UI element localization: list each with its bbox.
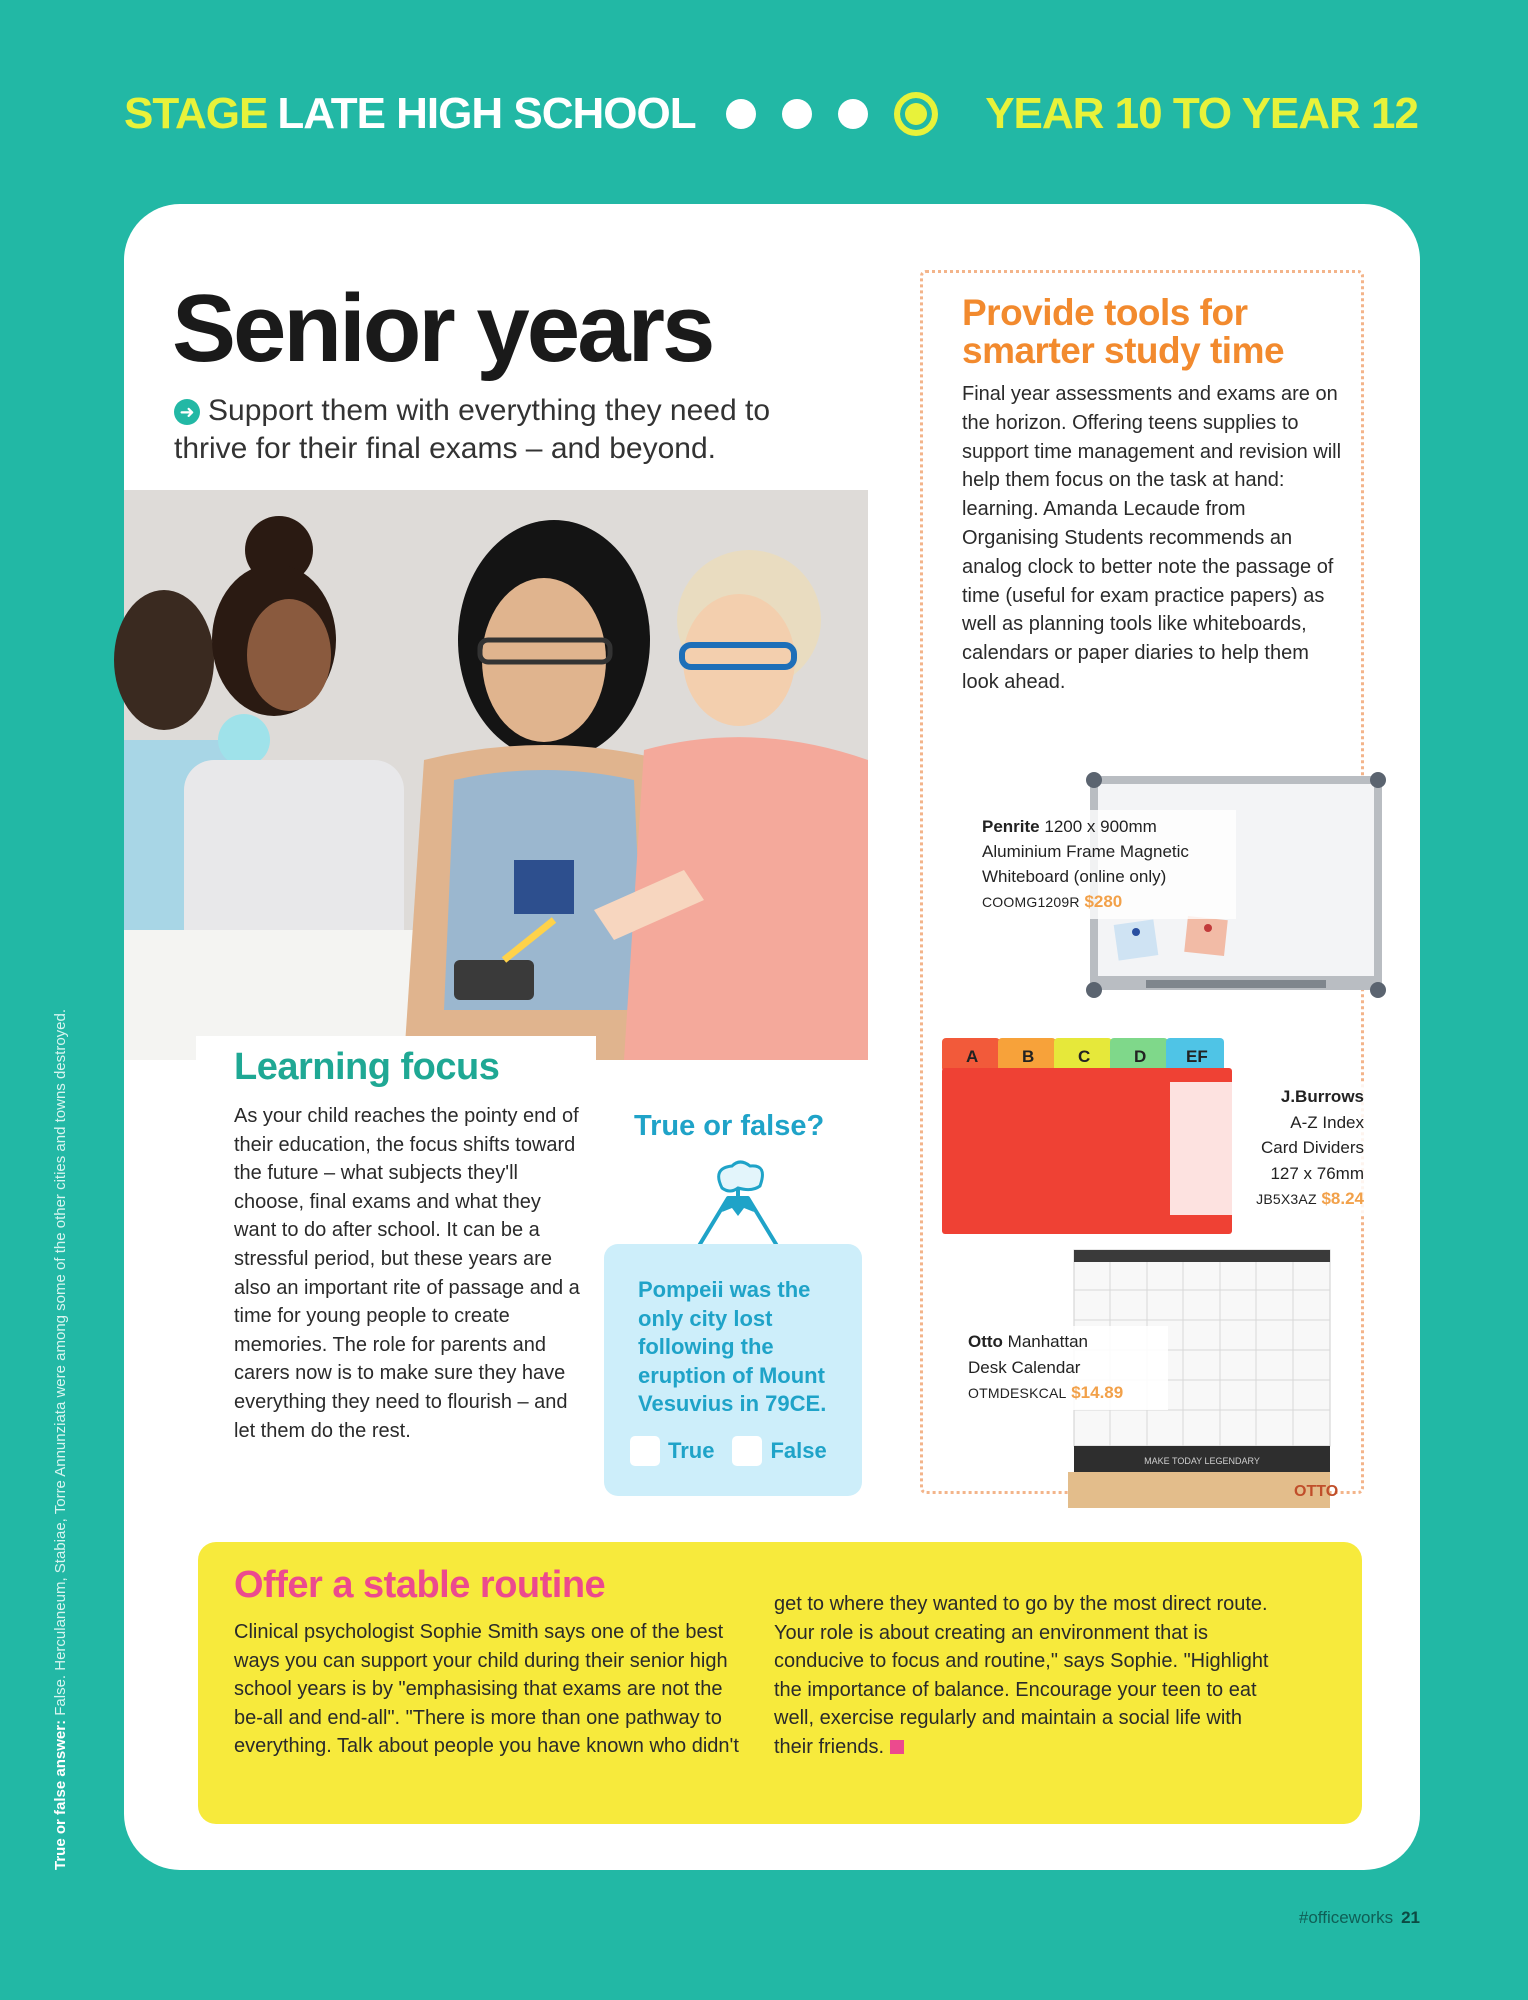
option-true[interactable] [630, 1436, 714, 1466]
page-title: Senior years [172, 275, 713, 382]
whiteboard-code: COOMG1209R [982, 894, 1080, 910]
dividers-brand: J.Burrows [1280, 1087, 1364, 1106]
dividers-desc-3: 127 x 76mm [1270, 1163, 1364, 1183]
progress-dot-1 [726, 99, 756, 129]
option-true-label: True [668, 1438, 715, 1463]
calendar-brand-text: OTTO [1294, 1483, 1339, 1500]
content-card [124, 204, 1420, 1870]
divider-tab-d: D [1134, 1047, 1147, 1066]
dividers-desc-1: A-Z Index [1290, 1112, 1364, 1132]
calendar-desc-2: Desk Calendar [968, 1357, 1081, 1377]
whiteboard-brand: Penrite [982, 817, 1040, 836]
stage-level: LATE HIGH SCHOOL [277, 89, 696, 138]
routine-column-2-text: get to where they wanted to go by the most direct route. Your role is about creating an environment that is conducive to focus and routine," says Sophie. "Highlight the importance of balance. Encourage your teen to eat well, exercise regularly and maintain a social life with their friends. [774, 1593, 1269, 1758]
whiteboard-line-1 [982, 814, 1230, 839]
page-number: 21 [1401, 1908, 1420, 1927]
whiteboard-price: $280 [1084, 892, 1123, 911]
option-false-label: False [770, 1438, 827, 1463]
progress-dot-3 [838, 99, 868, 129]
progress-dot-2 [782, 99, 812, 129]
answer-label: True or false answer: [52, 1719, 69, 1870]
whiteboard-desc-3: Whiteboard (online only) [982, 867, 1167, 886]
stage-progress-dots [726, 92, 938, 136]
calendar-brand: Otto [968, 1332, 1003, 1351]
calendar-code: OTMDESKCAL [968, 1385, 1067, 1401]
routine-column-2 [774, 1590, 1284, 1762]
index-dividers-product-label [1170, 1082, 1370, 1215]
answer-text: False. Herculaneum, Stabiae, Torre Annunziata were among some of the other cities and towns destroyed. [52, 1008, 69, 1720]
whiteboard-desc-1: 1200 x 900mm [1039, 817, 1157, 836]
page-footer [1299, 1908, 1420, 1928]
false-checkbox[interactable] [732, 1436, 762, 1466]
tools-title: Provide tools for smarter study time [962, 292, 1285, 371]
arrow-circle-icon: ➜ [174, 399, 200, 425]
whiteboard-product-label [976, 810, 1236, 919]
students-photo [124, 490, 868, 1060]
calendar-line-3 [968, 1380, 1162, 1407]
progress-dot-current [894, 92, 938, 136]
volcano-icon [682, 1158, 794, 1258]
routine-column-1: Clinical psychologist Sophie Smith says one of the best ways you can support your child during their senior high school years is by "emphasising that exams are not the be-all and end-all". "There is more than one pathway to everything. Talk about people you have known who didn't [234, 1621, 739, 1758]
dividers-line-1 [1176, 1084, 1364, 1110]
calendar-strip-text: MAKE TODAY LEGENDARY [1144, 1456, 1260, 1466]
learning-focus-title: Learning focus [234, 1046, 500, 1088]
true-false-title: True or false? [634, 1110, 825, 1142]
header-left-group [124, 89, 938, 139]
students-photo-illustration [124, 490, 868, 1060]
divider-tab-a: A [966, 1047, 979, 1066]
divider-tab-b: B [1022, 1047, 1035, 1066]
true-false-options [630, 1436, 827, 1466]
dividers-price: $8.24 [1321, 1189, 1364, 1208]
dividers-code: JB5X3AZ [1256, 1191, 1317, 1207]
divider-tab-c: C [1078, 1047, 1091, 1066]
true-checkbox[interactable] [630, 1436, 660, 1466]
footer-hashtag: #officeworks [1298, 1908, 1394, 1927]
routine-title: Offer a stable routine [234, 1564, 606, 1606]
whiteboard-desc-2: Aluminium Frame Magnetic [982, 842, 1189, 861]
dividers-line-5 [1176, 1186, 1364, 1213]
intro-copy: Support them with everything they need to thrive for their final exams – and beyond. [174, 394, 771, 465]
intro-text [174, 392, 834, 468]
true-false-answer-note [52, 1009, 69, 1870]
calendar-price: $14.89 [1071, 1383, 1124, 1402]
desk-calendar-product-label [962, 1326, 1168, 1410]
whiteboard-line-4 [982, 889, 1230, 915]
divider-tab-ef: EF [1186, 1047, 1208, 1066]
option-false[interactable] [732, 1436, 826, 1466]
true-false-question: Pompeii was the only city lost following the eruption of Mount Vesuvius in 79CE. [638, 1277, 827, 1416]
stage-label [124, 89, 696, 139]
year-range: YEAR 10 TO YEAR 12 [985, 89, 1418, 138]
page-header [124, 88, 1418, 140]
end-square-icon [890, 1740, 904, 1754]
tools-body: Final year assessments and exams are on the horizon. Offering teens supplies to support time management and revision will help them focus on the task at hand: learning. Amanda Lecaude from Organising Students recommends an analog clock to better note the passage of time (useful for exam practice papers) as well as planning tools like whiteboards, calendars or paper diaries to help them look ahead. [962, 383, 1342, 693]
calendar-desc-1: Manhattan [1002, 1332, 1088, 1351]
calendar-line-1 [968, 1329, 1162, 1355]
learning-focus-body: As your child reaches the pointy end of their education, the focus shifts toward the future – what subjects they'll choose, final exams and what they want to do after school. It can be a stressful period, but these years are also an important rite of passage and a time for young people to create memories. The role for parents and carers now is to make sure they have everything they need to flourish – and let them do the rest. [234, 1105, 580, 1442]
stage-word: STAGE [124, 89, 268, 138]
dividers-desc-2: Card Dividers [1261, 1138, 1364, 1157]
